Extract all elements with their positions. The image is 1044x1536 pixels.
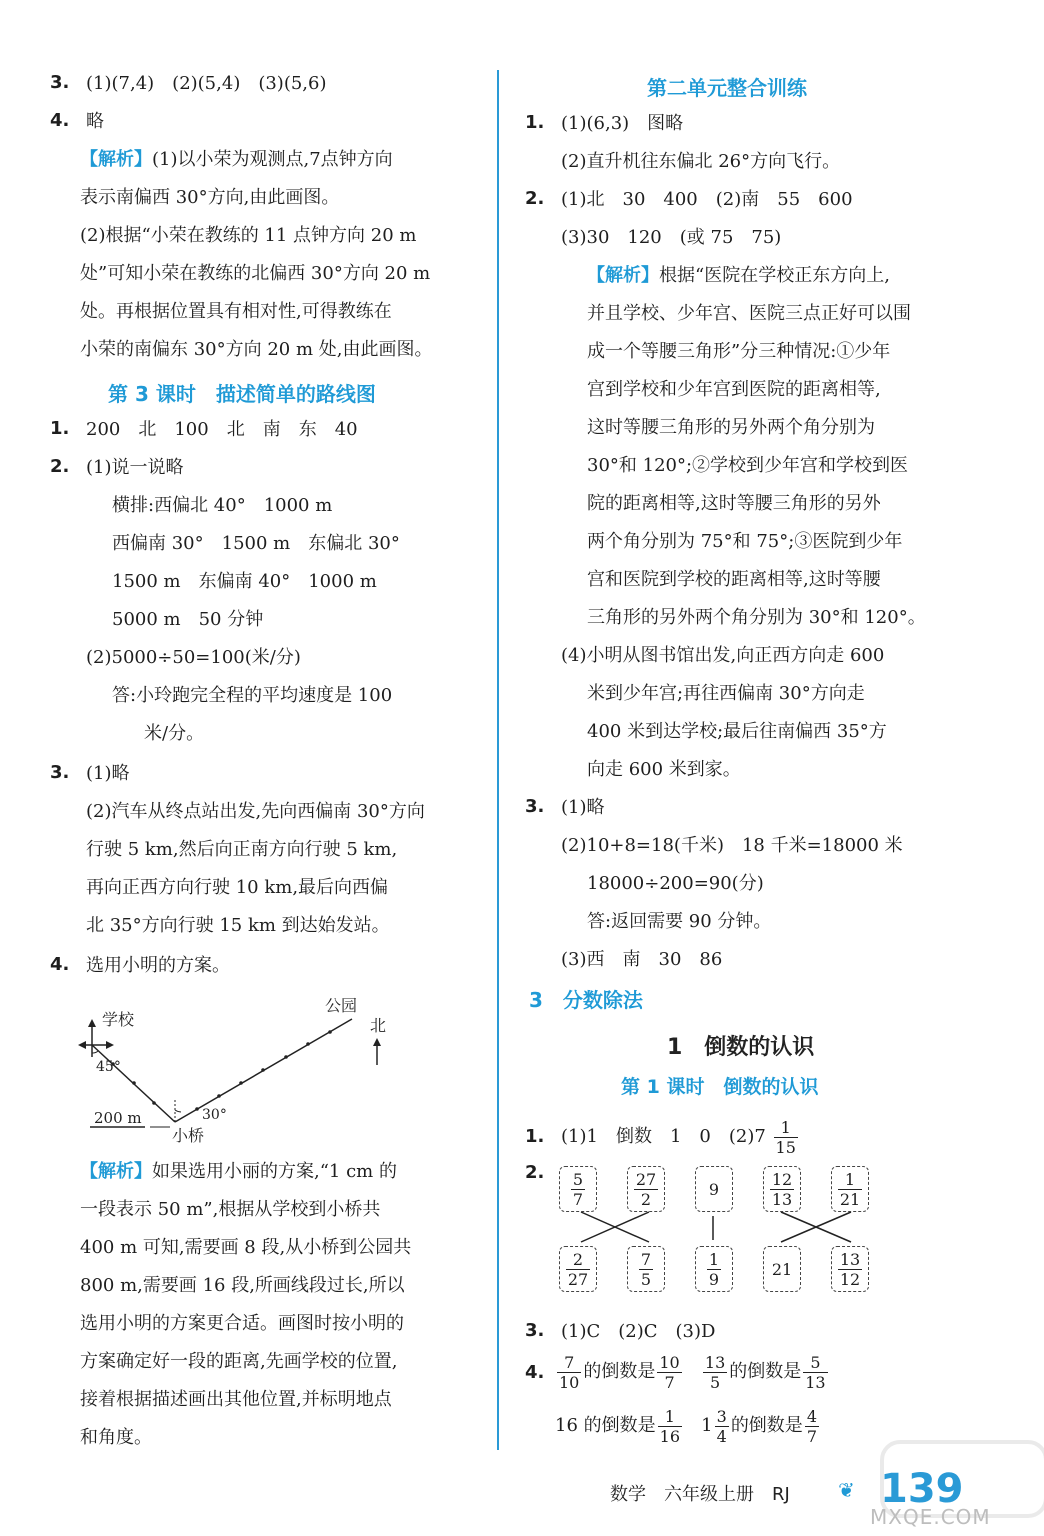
lesson1-title: 第 1 课时 倒数的认识 <box>621 1076 819 1098</box>
top-box-3: 9 <box>695 1166 733 1212</box>
bottom-box-3: $\frac{1}{9}$ <box>695 1246 733 1292</box>
r1-line: (1)(6,3) 图略 <box>561 113 684 134</box>
q4-answer: 略 <box>86 111 104 132</box>
bottom-box-5: $\frac{13}{12}$ <box>831 1246 869 1292</box>
analysis-line: 处”可知小荣在教练的北偏西 30°方向 20 m <box>80 263 431 284</box>
p3-line: (1)略 <box>86 763 130 784</box>
analysis-line: 一段表示 50 m”,根据从学校到小桥共 <box>80 1199 381 1220</box>
reciprocal-matching <box>525 1160 905 1310</box>
analysis-line: 宫到学校和少年宫到医院的距离相等, <box>587 379 881 400</box>
s1-answer: (1)1 倒数 1 0 (2)7 $\frac{1}{15}$ <box>561 1117 796 1157</box>
analysis-line: 和角度。 <box>80 1427 152 1448</box>
p2-line: 西偏南 30° 1500 m 东偏北 30° <box>112 533 400 554</box>
bottom-box-4: 21 <box>763 1246 801 1292</box>
unit2-title: 第二单元整合训练 <box>647 76 807 100</box>
analysis-line: 宫和医院到学校的距离相等,这时等腰 <box>587 569 881 590</box>
s2-number: 2. <box>525 1162 545 1183</box>
bottom-box-1: $\frac{2}{27}$ <box>559 1246 597 1292</box>
route-map <box>50 987 470 1147</box>
r3-line: (2)10+8=18(千米) 18 千米=18000 米 <box>561 835 903 856</box>
analysis-b: 【解析】如果选用小丽的方案,“1 cm 的 <box>80 1161 397 1182</box>
p2-line: (1)说一说略 <box>86 457 184 478</box>
analysis-c: 【解析】根据“医院在学校正东方向上, <box>587 265 890 286</box>
p1-answer: 200 北 100 北 南 东 40 <box>86 419 358 440</box>
q4-number: 4. <box>50 110 70 131</box>
r2-line: (1)北 30 400 (2)南 55 600 <box>561 189 853 210</box>
analysis-line: 表示南偏西 30°方向,由此画图。 <box>80 187 340 208</box>
angle-30-label: 30° <box>202 1107 227 1123</box>
p2-number: 2. <box>50 456 70 477</box>
scale-label: 200 m <box>94 1109 142 1127</box>
analysis-tag: 【解析】 <box>80 149 152 170</box>
s4-number: 4. <box>525 1362 545 1383</box>
p3-line: 北 35°方向行驶 15 km 到达始发站。 <box>86 915 390 936</box>
p2-line: (2)5000÷50=100(米/分) <box>86 647 301 668</box>
analysis-line: 选用小明的方案更合适。画图时按小明的 <box>80 1313 404 1334</box>
p1-number: 1. <box>50 418 70 439</box>
top-box-5: $\frac{1}{21}$ <box>831 1166 869 1212</box>
park-label: 公园 <box>325 996 358 1015</box>
p2-line: 1500 m 东偏南 40° 1000 m <box>112 571 377 592</box>
analysis-line: 成一个等腰三角形”分三种情况:①少年 <box>587 341 891 362</box>
r3-line: (1)略 <box>561 797 605 818</box>
s3-number: 3. <box>525 1320 545 1341</box>
p3-number: 3. <box>50 762 70 783</box>
bridge-label: 小桥 <box>172 1126 205 1145</box>
r3-line: (3)西 南 30 86 <box>561 949 723 970</box>
analysis-line: 并且学校、少年宫、医院三点正好可以围 <box>587 303 911 324</box>
north-label: 北 <box>370 1016 387 1035</box>
analysis-line: 800 m,需要画 16 段,所画线段过长,所以 <box>80 1275 405 1296</box>
top-box-4: $\frac{12}{13}$ <box>763 1166 801 1212</box>
watermark-text: MXQE.COM <box>870 1505 991 1529</box>
bottom-box-2: $\frac{7}{5}$ <box>627 1246 665 1292</box>
top-box-2: $\frac{27}{2}$ <box>627 1166 665 1212</box>
analysis-line: 接着根据描述画出其他位置,并标明地点 <box>80 1389 392 1410</box>
r2-line: (3)30 120 (或 75 75) <box>561 227 782 248</box>
analysis-line: (2)根据“小荣在教练的 11 点钟方向 20 m <box>80 225 417 246</box>
analysis-a: 【解析】(1)以小荣为观测点,7点钟方向 <box>80 149 393 170</box>
r3-number: 3. <box>525 796 545 817</box>
r3-line: 18000÷200=90(分) <box>587 873 764 894</box>
p3-line: (2)汽车从终点站出发,先向西偏南 30°方向 <box>86 801 425 822</box>
s3-answer: (1)C (2)C (3)D <box>561 1321 716 1342</box>
p2-line: 答:小玲跑完全程的平均速度是 100 <box>112 685 393 706</box>
analysis-line: 方案确定好一段的距离,先画学校的位置, <box>80 1351 398 1372</box>
p4-number: 4. <box>50 954 70 975</box>
p2-line: 横排:西偏北 40° 1000 m <box>112 495 333 516</box>
q3-answer: (1)(7,4) (2)(5,4) (3)(5,6) <box>86 73 327 94</box>
s4-line-1: $\frac{7}{10}$ 的倒数是 $\frac{10}{7}$ $\frac{13}{5}$ 的倒数是 $\frac{5}{13}$ <box>559 1352 826 1392</box>
r2-line: 400 米到达学校;最后往南偏西 35°方 <box>587 721 887 742</box>
column-divider <box>497 70 499 1450</box>
r2-line: 向走 600 米到家。 <box>587 759 741 780</box>
analysis-line: 三角形的另外两个角分别为 30°和 120°。 <box>587 607 926 628</box>
footer-subject: 数学 六年级上册 RJ <box>610 1484 790 1505</box>
p2-line: 米/分。 <box>144 723 205 744</box>
analysis-line: 两个角分别为 75°和 75°;③医院到少年 <box>587 531 903 552</box>
r2-line: 米到少年宫;再往西偏南 30°方向走 <box>587 683 865 704</box>
leaf-icon: ❦ <box>838 1478 855 1502</box>
section1-title: 1 倒数的认识 <box>667 1035 815 1060</box>
chapter3-title: 3 分数除法 <box>529 988 643 1012</box>
r2-number: 2. <box>525 188 545 209</box>
p3-line: 行驶 5 km,然后向正南方向行驶 5 km, <box>86 839 398 860</box>
page-number: 139 <box>880 1466 964 1512</box>
analysis-line: 400 m 可知,需要画 8 段,从小桥到公园共 <box>80 1237 412 1258</box>
q3-number: 3. <box>50 72 70 93</box>
s1-number: 1. <box>525 1126 545 1147</box>
r3-line: 答:返回需要 90 分钟。 <box>587 911 772 932</box>
r1-number: 1. <box>525 112 545 133</box>
angle-45-label: 45° <box>96 1059 121 1075</box>
lesson3-title: 第 3 课时 描述简单的路线图 <box>108 382 376 406</box>
analysis-line: 这时等腰三角形的另外两个角分别为 <box>587 417 875 438</box>
analysis-line: 30°和 120°;②学校到少年宫和学校到医 <box>587 455 909 476</box>
analysis-line: 院的距离相等,这时等腰三角形的另外 <box>587 493 881 514</box>
p2-line: 5000 m 50 分钟 <box>112 609 264 630</box>
top-box-1: $\frac{5}{7}$ <box>559 1166 597 1212</box>
fraction: $\frac{1}{15}$ <box>775 1117 796 1157</box>
r2-line: (4)小明从图书馆出发,向正西方向走 600 <box>561 645 885 666</box>
analysis-line: 小荣的南偏东 30°方向 20 m 处,由此画图。 <box>80 339 433 360</box>
r1-line: (2)直升机往东偏北 26°方向飞行。 <box>561 151 841 172</box>
s4-line-2: 16 的倒数是 $\frac{1}{16}$ 1 $\frac{3}{4}$ 的倒数是 $\frac{4}{7}$ <box>555 1406 817 1446</box>
p3-line: 再向正西方向行驶 10 km,最后向西偏 <box>86 877 389 898</box>
analysis-line: 处。再根据位置具有相对性,可得教练在 <box>80 301 392 322</box>
p4-answer: 选用小明的方案。 <box>86 955 230 976</box>
school-label: 学校 <box>102 1010 135 1029</box>
